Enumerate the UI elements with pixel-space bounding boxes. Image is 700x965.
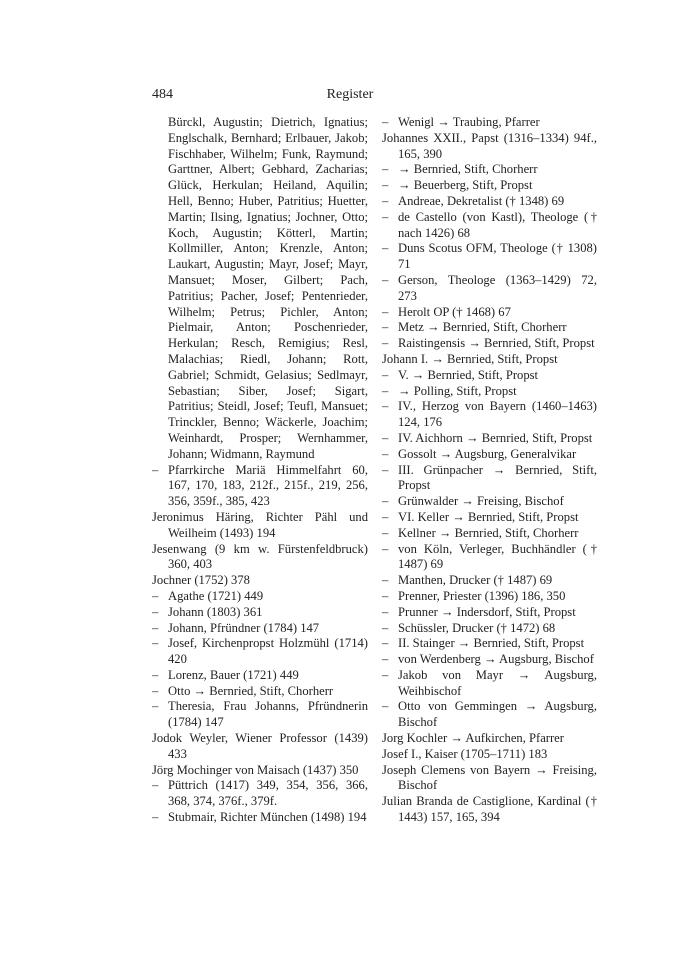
index-subentry: – Otto → Bernried, Stift, Chorherr (152, 684, 368, 700)
index-entry: Jeronimus Häring, Richter Pähl und Weilheim (1493) 194 (152, 509, 368, 540)
index-subentry: – Jakob von Mayr → Augsburg, Weihbischof (382, 668, 597, 700)
index-subentry: – Agathe (1721) 449 (152, 589, 368, 605)
index-subentry: – Gossolt → Augsburg, Generalvikar (382, 447, 597, 463)
index-entry: Johannes XXII., Papst (1316–1334) 94f., 165, 390 (382, 130, 597, 161)
index-entry: Jorg Kochler → Aufkirchen, Pfarrer (382, 731, 564, 746)
index-subentry: – Andreae, Dekretalist († 1348) 69 (382, 194, 597, 210)
index-subentry: – → Bernried, Stift, Chorherr (382, 162, 597, 178)
index-subentry: – Gerson, Theologe (1363–1429) 72, 273 (382, 273, 597, 305)
running-head: Register (326, 87, 374, 102)
index-subentry: – Herolt OP († 1468) 67 (382, 305, 597, 321)
index-subentry: – Lorenz, Bauer (1721) 449 (152, 668, 368, 684)
index-subentry: – Manthen, Drucker († 1487) 69 (382, 573, 597, 589)
index-subentry: – Josef, Kirchenpropst Holzmühl (1714) 420 (152, 636, 368, 668)
index-entry: Johann I. → Bernried, Stift, Propst (382, 351, 558, 366)
index-column-left (152, 115, 368, 826)
index-subentry: – Raistingensis → Bernried, Stift, Propst (382, 336, 597, 352)
index-entry: Jodok Weyler, Wiener Professor (1439) 433 (152, 731, 368, 761)
index-subentry: – III. Grünpacher → Bernried, Stift, Propst (382, 463, 597, 495)
index-subentry: – Pfarrkirche Mariä Himmelfahrt 60, 167, 170, 183, 212f., 215f., 219, 256, 356, 359f., 385, 423 (152, 463, 368, 510)
index-subentry: – Püttrich (1417) 349, 354, 356, 366, 368, 374, 376f., 379f. (152, 778, 368, 810)
index-subentry: – II. Stainger → Bernried, Stift, Propst (382, 636, 597, 652)
index-subentry: – Johann (1803) 361 (152, 605, 368, 621)
index-subentry: – von Köln, Verleger, Buchhändler († 1487) 69 (382, 542, 597, 574)
index-subentry: – VI. Keller → Bernried, Stift, Propst (382, 510, 597, 526)
index-entry: Joseph Clemens von Bayern → Freising, Bischof (382, 762, 597, 793)
index-subentry: – Schüssler, Drucker († 1472) 68 (382, 621, 597, 637)
index-subentry: – von Werdenberg → Augsburg, Bischof (382, 652, 597, 668)
index-subentry: – Metz → Bernried, Stift, Chorherr (382, 320, 597, 336)
index-subentry: – Duns Scotus OFM, Theologe († 1308) 71 (382, 241, 597, 273)
index-subentry: – de Castello (von Kastl), Theologe († nach 1426) 68 (382, 210, 597, 242)
index-subentry: – Otto von Gemmingen → Augsburg, Bischof (382, 699, 597, 731)
index-entry: Jochner (1752) 378 (152, 573, 250, 588)
index-entry: Jesenwang (9 km w. Fürstenfeldbruck) 360, 403 (152, 541, 368, 572)
index-entry-continuation: Bürckl, Augustin; Dietrich, Ignatius; Englschalk, Bernhard; Erlbauer, Jakob; Fischhaber, Wilhelm; Funk, Raymund; Garttner, Albert; Gebhard, Zacharias; Glück, Herkulan; Heiland, Aquilin; Hell, Benno; Huber, Patritius; Huetter, Martin; Ilsing, Ignatius; Jochner, Otto; Koch, Augustin; Kötterl, Martin; Kollmiller, Anton; Krenzle, Anton; Laukart, Augustin; Mayr, Josef; Mayr, Mansuet; Moser, Gilbert; Pach, Patritius; Pacher, Josef; Pentenrieder, Wilhelm; Petrus; Pichler, Anton; Pielmair, Anton; Poschenrieder, Herkulan; Resch, Remigius; Resl, Malachias; Riedl, Johann; Rott, Gabriel; Schmidt, Gelasius; Sedlmayr, Sebastian; Siber, Josef; Sigart, Patritius; Steidl, Josef; Teufl, Mansuet; Trinckler, Benno; Wäckerle, Joachim; Weinhardt, Prosper; Wernhammer, Johann; Widmann, Raymund (168, 115, 368, 461)
index-entry: Julian Branda de Castiglione, Kardinal († 1443) 157, 165, 394 (382, 794, 597, 825)
index-subentry: – Prenner, Priester (1396) 186, 350 (382, 589, 597, 605)
index-subentry: – → Polling, Stift, Propst (382, 384, 597, 400)
index-subentry: – V. → Bernried, Stift, Propst (382, 368, 597, 384)
index-subentry: – Wenigl → Traubing, Pfarrer (382, 115, 597, 131)
index-subentry: – Prunner → Indersdorf, Stift, Propst (382, 605, 597, 621)
index-subentry: – Theresia, Frau Johanns, Pfründnerin (1784) 147 (152, 699, 368, 731)
index-subentry: – Kellner → Bernried, Stift, Chorherr (382, 526, 597, 542)
index-entry: Josef I., Kaiser (1705–1711) 183 (382, 746, 548, 761)
index-subentry: – Johann, Pfründner (1784) 147 (152, 621, 368, 637)
index-subentry: – → Beuerberg, Stift, Propst (382, 178, 597, 194)
index-entry: Jörg Mochinger von Maisach (1437) 350 (152, 762, 359, 777)
page-number: 484 (152, 87, 173, 102)
index-subentry: – Grünwalder → Freising, Bischof (382, 494, 597, 510)
index-subentry: – Stubmair, Richter München (1498) 194 (152, 810, 368, 826)
index-subentry: – IV., Herzog von Bayern (1460–1463) 124, 176 (382, 399, 597, 431)
index-subentry: – IV. Aichhorn → Bernried, Stift, Propst (382, 431, 597, 447)
index-column-right (382, 115, 597, 826)
